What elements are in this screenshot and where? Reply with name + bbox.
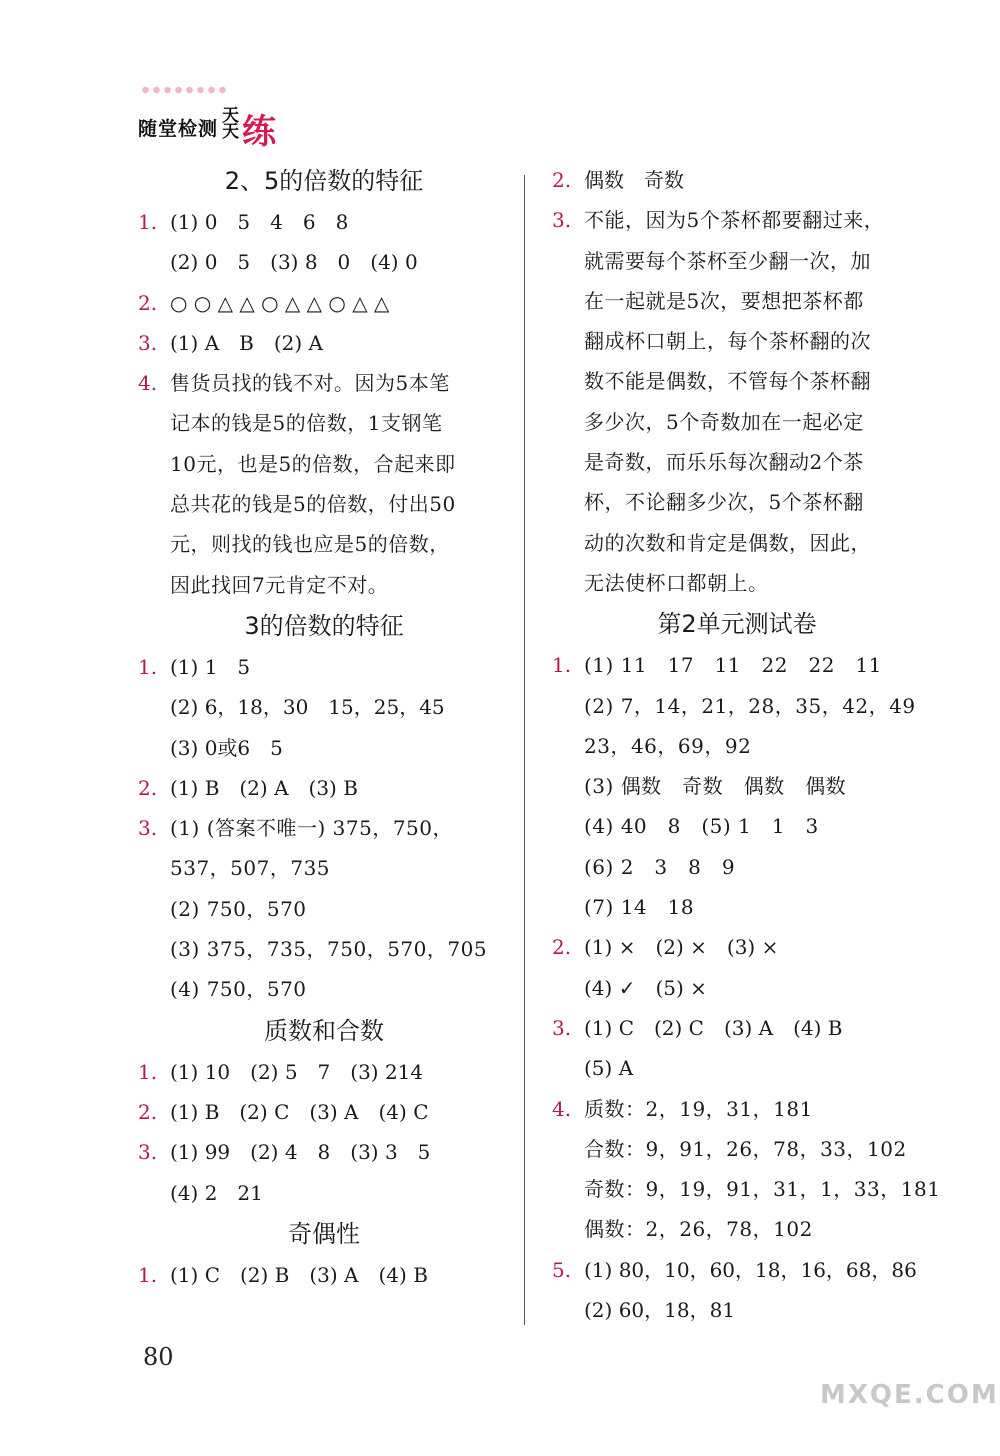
- question-number: 1.: [552, 653, 572, 678]
- answer-item: [138, 202, 510, 283]
- answer-line: (1) (答案不唯一) 375，750，: [170, 816, 453, 841]
- question-number: 2.: [552, 935, 572, 960]
- watermark: MXQE.COM: [820, 1380, 999, 1410]
- answer-line: 就需要每个茶杯至少翻一次，加: [584, 248, 871, 273]
- answer-line: (2) 0 5 (3) 8 0 (4) 0: [170, 250, 418, 275]
- page-number: 80: [143, 1343, 174, 1371]
- answer-line: 质数：2，19，31，181: [584, 1096, 813, 1121]
- answer-line: (4) ✓ (5) ×: [584, 975, 707, 1000]
- answer-line: (4) 2 21: [170, 1180, 263, 1205]
- answer-line: (1) C (2) B (3) A (4) B: [170, 1262, 428, 1287]
- answer-line: (1) 80，10，60，18，16，68，86: [584, 1257, 917, 1282]
- column-divider: [524, 175, 525, 1325]
- question-number: 1.: [138, 1262, 158, 1287]
- question-number: 2.: [138, 1099, 158, 1124]
- answer-line: (3) 偶数 奇数 偶数 偶数: [584, 774, 847, 799]
- answer-line: 元，则找的钱也应是5的倍数，: [170, 532, 450, 557]
- answer-item: [138, 1255, 510, 1295]
- answer-line: 杯，不论翻多少次，5个茶杯翻: [584, 490, 864, 515]
- answer-item: [138, 647, 510, 768]
- answer-line: 偶数：2，26，78，102: [584, 1217, 813, 1242]
- answer-line: 因此找回7元肯定不对。: [170, 572, 389, 597]
- question-number: 3.: [138, 1140, 158, 1165]
- answer-item: [138, 323, 510, 363]
- answer-line: ○ ○ △ △ ○ △ △ ○ △ △: [170, 290, 390, 315]
- answer-line: 537，507，735: [170, 856, 331, 881]
- answer-line: (6) 2 3 8 9: [584, 854, 736, 879]
- answer-line: 是奇数，而乐乐每次翻动2个茶: [584, 450, 864, 475]
- left-answer-column: [138, 160, 510, 1295]
- section-title: 3的倍数的特征: [244, 611, 404, 640]
- answer-item: [552, 160, 922, 200]
- answer-line: 偶数 奇数: [584, 168, 684, 192]
- answer-line: (4) 750，570: [170, 977, 307, 1002]
- answer-item: [138, 768, 510, 808]
- question-number: 3.: [138, 816, 158, 841]
- question-number: 4.: [138, 371, 158, 396]
- question-number: 1.: [138, 210, 158, 234]
- answer-line: 售货员找的钱不对。因为5本笔: [170, 371, 450, 396]
- answer-line: (1) 99 (2) 4 8 (3) 3 5: [170, 1140, 431, 1165]
- answer-line: (2) 6，18，30 15，25，45: [170, 695, 445, 720]
- brand-big-text: 练: [242, 112, 276, 152]
- answer-line: (7) 14 18: [584, 895, 695, 920]
- question-number: 3.: [552, 208, 572, 233]
- question-number: 3.: [138, 330, 158, 355]
- question-number: 3.: [552, 1015, 572, 1040]
- answer-line: (1) B (2) C (3) A (4) C: [170, 1099, 429, 1124]
- answer-item: [138, 808, 510, 1009]
- answer-line: (1) C (2) C (3) A (4) B: [584, 1015, 843, 1040]
- answer-item: [552, 1250, 922, 1331]
- answer-line: 不能，因为5个茶杯都要翻过来，: [584, 208, 885, 233]
- answer-line: 在一起就是5次，要想把茶杯都: [584, 288, 864, 313]
- answer-item: [552, 1008, 922, 1089]
- section-title: 第2单元测试卷: [657, 610, 817, 639]
- answer-line: (2) 60，18，81: [584, 1298, 736, 1323]
- answer-line: (3) 0或6 5: [170, 735, 283, 760]
- answer-line: 合数：9，91，26，78，33，102: [584, 1136, 907, 1161]
- answer-line: (1) 10 (2) 5 7 (3) 214: [170, 1059, 424, 1084]
- answer-line: (1) A B (2) A: [170, 330, 323, 355]
- logo-dots-decoration: [140, 82, 230, 98]
- answer-line: (2) 750，570: [170, 896, 307, 921]
- answer-line: 23，46，69，92: [584, 733, 752, 758]
- answer-line: (1) 11 17 11 22 22 11: [584, 653, 882, 678]
- answer-line: 无法使杯口都朝上。: [584, 570, 769, 595]
- answer-line: 10元，也是5的倍数，合起来即: [170, 451, 456, 476]
- question-number: 5.: [552, 1257, 572, 1282]
- answer-line: (1) × (2) × (3) ×: [584, 935, 779, 960]
- answer-item: [138, 1052, 510, 1092]
- section-title: 2、5的倍数的特征: [224, 167, 424, 195]
- answer-line: (5) A: [584, 1056, 634, 1081]
- answer-line: 动的次数和肯定是偶数，因此，: [584, 530, 871, 555]
- question-number: 4.: [552, 1096, 572, 1121]
- answer-line: (4) 40 8 (5) 1 1 3: [584, 814, 819, 839]
- brand-small-text: 天天: [222, 106, 239, 142]
- brand-text: 随堂检测: [138, 118, 219, 140]
- answer-line: (1) 1 5: [170, 654, 251, 679]
- section-title: 质数和合数: [264, 1016, 384, 1045]
- answer-item: [552, 927, 922, 1008]
- answer-item: [138, 1132, 510, 1213]
- answer-item: [138, 363, 510, 605]
- answer-line: (2) 7，14，21，28，35，42，49: [584, 693, 916, 718]
- answer-line: 翻成杯口朝上，每个茶杯翻的次: [584, 329, 871, 354]
- question-number: 1.: [138, 1059, 158, 1084]
- question-number: 2.: [138, 775, 158, 800]
- answer-line: 数不能是偶数，不管每个茶杯翻: [584, 369, 871, 394]
- answer-item: [552, 645, 922, 927]
- answer-line: 记本的钱是5的倍数，1支钢笔: [170, 411, 443, 436]
- question-number: 2.: [552, 168, 572, 192]
- brand-logo: [132, 82, 282, 152]
- answer-item: [552, 200, 922, 603]
- answer-item: [138, 283, 510, 323]
- answer-item: [552, 1089, 941, 1250]
- question-number: 1.: [138, 654, 158, 679]
- answer-line: (3) 375，735，750，570，705: [170, 937, 488, 962]
- answer-line: (1) B (2) A (3) B: [170, 775, 358, 800]
- section-title: 奇偶性: [288, 1219, 360, 1248]
- answer-item: [138, 1092, 510, 1132]
- answer-line: (1) 0 5 4 6 8: [170, 210, 349, 234]
- answer-line: 奇数：9，19，91，31，1，33，181: [584, 1177, 941, 1202]
- question-number: 2.: [138, 290, 158, 315]
- answer-line: 多少次，5个奇数加在一起必定: [584, 409, 864, 434]
- right-answer-column: [552, 160, 941, 1330]
- answer-line: 总共花的钱是5的倍数，付出50: [170, 492, 456, 517]
